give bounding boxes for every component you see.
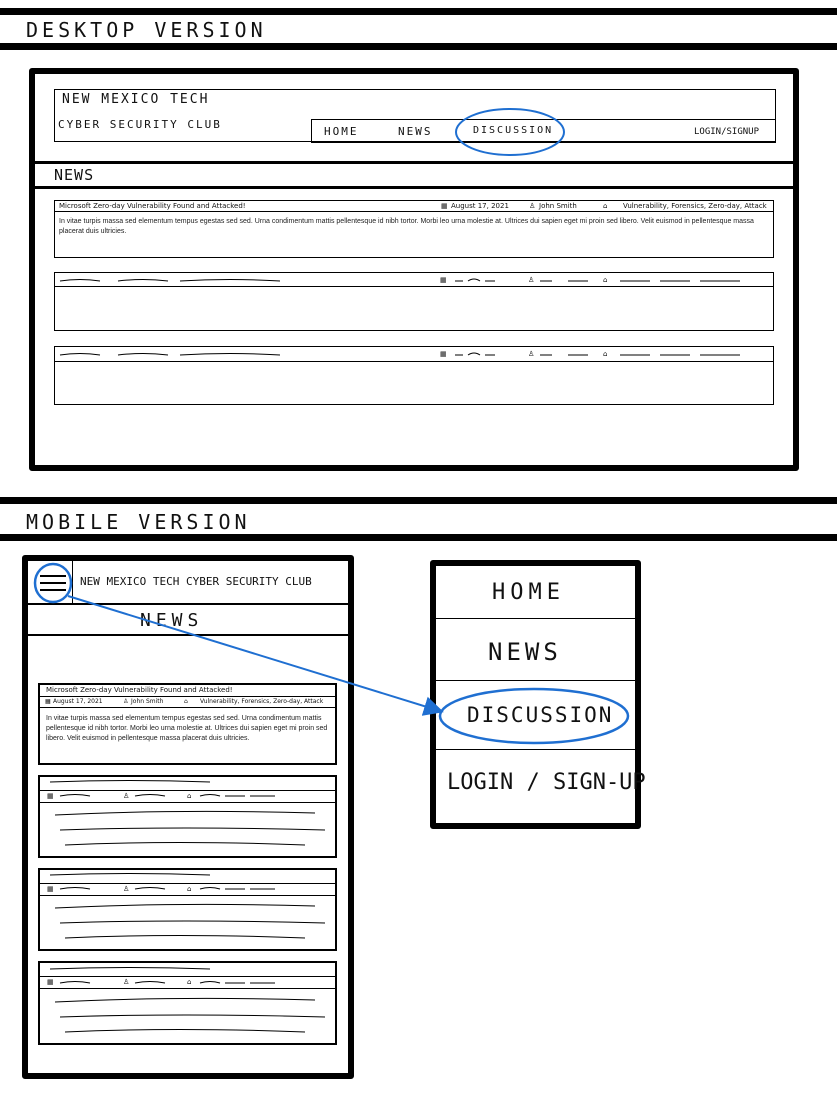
tag-icon: ⌂ xyxy=(184,698,188,705)
desktop-article-author: John Smith xyxy=(539,202,577,210)
desktop-article-tags: Vulnerability, Forensics, Zero-day, Attack xyxy=(623,202,767,210)
mobile-article-tags: Vulnerability, Forensics, Zero-day, Attack xyxy=(200,698,324,705)
calendar-icon: ▦ xyxy=(47,792,54,800)
desktop-article-body: In vitae turpis massa sed elementum tempus egestas sed sed. Urna condimentum mattis pellentesque id nibh tortor. Morbi leo urna molestie at. Ultrices dui sapien eget mi proin sed libero. Velit euismod in pellentesque massa placerat duis ultricies. xyxy=(59,218,754,235)
menu-news-item[interactable]: NEWS xyxy=(488,638,562,666)
calendar-icon: ▦ xyxy=(45,698,51,705)
tag-icon: ⌂ xyxy=(603,202,608,210)
desktop-article-title[interactable]: Microsoft Zero-day Vulnerability Found and Attacked! xyxy=(59,202,246,210)
mobile-article-date: August 17, 2021 xyxy=(53,698,103,705)
desktop-logo-line1[interactable]: NEW MEXICO TECH xyxy=(62,92,210,107)
tag-icon: ⌂ xyxy=(603,350,608,358)
tag-icon: ⌂ xyxy=(603,276,608,284)
nav-login-link[interactable]: LOGIN/SIGNUP xyxy=(694,127,760,137)
calendar-icon: ▦ xyxy=(47,885,54,893)
menu-discussion-item[interactable]: DISCUSSION xyxy=(467,703,614,727)
author-icon: ♙ xyxy=(123,698,129,705)
calendar-icon: ▦ xyxy=(440,276,447,284)
author-icon: ♙ xyxy=(123,792,130,800)
calendar-icon: ▦ xyxy=(440,350,447,358)
tag-icon: ⌂ xyxy=(187,885,192,893)
desktop-logo-line2[interactable]: CYBER SECURITY CLUB xyxy=(58,118,222,131)
tag-icon: ⌂ xyxy=(187,978,192,986)
nav-home-link[interactable]: HOME xyxy=(324,125,359,138)
desktop-article-date: August 17, 2021 xyxy=(451,202,509,210)
mobile-header-title[interactable]: NEW MEXICO TECH CYBER SECURITY CLUB xyxy=(80,575,312,588)
author-icon: ♙ xyxy=(528,350,535,358)
author-icon: ♙ xyxy=(123,885,130,893)
desktop-page-title: NEWS xyxy=(54,166,95,184)
nav-discussion-link[interactable]: DISCUSSION xyxy=(473,125,554,136)
author-icon: ♙ xyxy=(123,978,130,986)
menu-home-item[interactable]: HOME xyxy=(492,580,565,605)
nav-news-link[interactable]: NEWS xyxy=(398,125,433,138)
author-icon: ♙ xyxy=(529,202,536,210)
author-icon: ♙ xyxy=(528,276,535,284)
mobile-article-body: In vitae turpis massa sed elementum tempus egestas sed sed. Urna condimentum mattis pellentesque id nibh tortor. Morbi leo urna molestie at. Ultrices dui sapien eget mi proin sed libero. Velit euismod in pellentesque massa placerat duis ultricies. xyxy=(46,715,328,742)
mobile-article-author: John Smith xyxy=(131,698,164,705)
calendar-icon: ▦ xyxy=(47,978,54,986)
menu-login-item[interactable]: LOGIN / SIGN-UP xyxy=(447,770,646,795)
desktop-version-label: DESKTOP VERSION xyxy=(26,18,267,42)
mobile-article-title[interactable]: Microsoft Zero-day Vulnerability Found and Attacked! xyxy=(46,686,233,694)
mobile-page-title: NEWS xyxy=(140,610,204,631)
calendar-icon: ▦ xyxy=(441,202,448,210)
mobile-version-label: MOBILE VERSION xyxy=(26,510,251,534)
tag-icon: ⌂ xyxy=(187,792,192,800)
